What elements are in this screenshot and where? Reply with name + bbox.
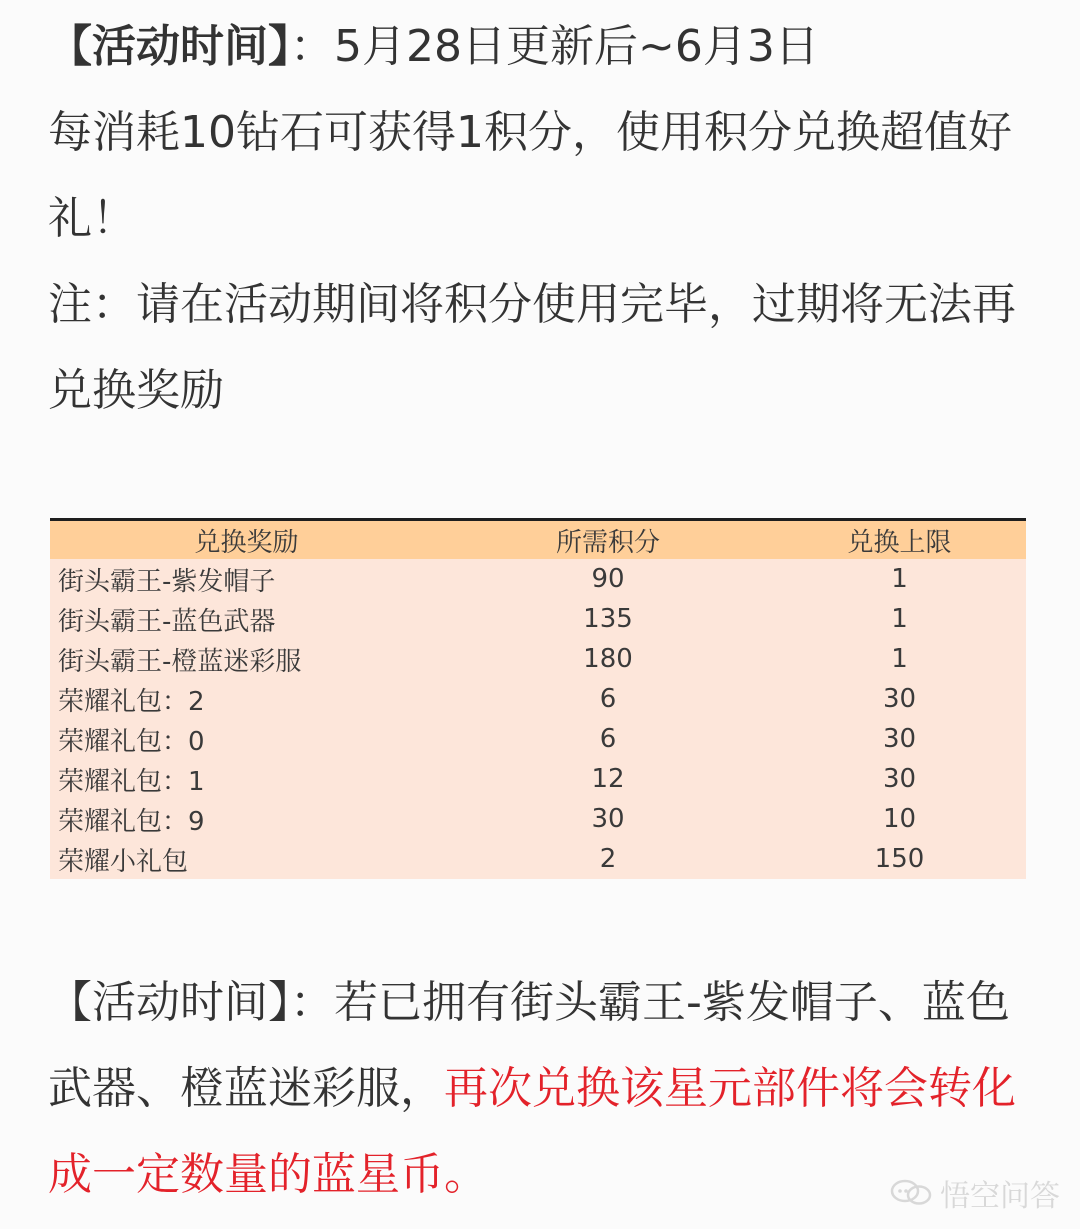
required-points: 12 [591, 764, 625, 794]
activity-description: 每消耗10钻石可获得1积分，使用积分兑换超值好礼！ [48, 107, 1012, 244]
exchange-limit: 1 [891, 604, 908, 634]
table-row [50, 719, 1026, 759]
reward-name: 荣耀小礼包 [58, 846, 189, 877]
table-row [50, 839, 1026, 879]
reward-name: 荣耀礼包：2 [58, 686, 205, 717]
reward-name: 荣耀礼包：0 [58, 726, 205, 757]
table-row [50, 599, 1026, 639]
activity-time-value: 5月28日更新后~6月3日 [334, 21, 819, 72]
required-points: 6 [599, 724, 617, 754]
reward-name: 街头霸王-蓝色武器 [58, 606, 276, 637]
notice-label: 【活动时间】 [48, 977, 290, 1028]
table-row [50, 799, 1026, 839]
activity-time-separator: ： [290, 21, 334, 72]
notice-separator: ： [290, 977, 334, 1028]
reward-name: 荣耀礼包：9 [58, 806, 205, 837]
required-points: 180 [583, 644, 633, 674]
header-limit: 兑换上限 [847, 527, 952, 558]
notice-highlight: 再次兑换该星元部件将会转化成一定数量的蓝星币。 [48, 1063, 1016, 1200]
activity-time-label: 【活动时间】 [48, 21, 290, 72]
table-row [50, 559, 1026, 599]
exchange-limit: 1 [891, 644, 908, 674]
table-header-row [50, 521, 1026, 559]
speech-bubble-icon [888, 1178, 934, 1208]
reward-table-container [50, 518, 1026, 879]
reward-name: 街头霸王-橙蓝迷彩服 [58, 646, 302, 677]
notice-text: 若已拥有街头霸王-紫发帽子、蓝色武器、橙蓝迷彩服， [48, 977, 1010, 1114]
activity-note: 注：请在活动期间将积分使用完毕，过期将无法再兑换奖励 [48, 279, 1016, 416]
header-points: 所需积分 [555, 527, 660, 558]
exchange-limit: 30 [882, 764, 917, 794]
required-points: 2 [599, 844, 617, 874]
exchange-limit: 150 [874, 844, 925, 874]
activity-time-line [48, 4, 1038, 90]
required-points: 30 [591, 804, 625, 834]
watermark [888, 1171, 1060, 1215]
reward-name: 荣耀礼包：1 [58, 766, 205, 797]
required-points: 135 [583, 604, 633, 634]
table-row [50, 639, 1026, 679]
watermark-text: 悟空问答 [940, 1179, 1060, 1214]
required-points: 90 [591, 564, 625, 594]
required-points: 6 [599, 684, 617, 714]
reward-name: 街头霸王-紫发帽子 [58, 566, 276, 597]
exchange-limit: 10 [882, 804, 917, 834]
reward-table [50, 521, 1026, 879]
header-reward: 兑换奖励 [194, 527, 299, 558]
table-row [50, 759, 1026, 799]
table-row [50, 679, 1026, 719]
exchange-limit: 30 [882, 684, 917, 714]
exchange-limit: 1 [891, 564, 908, 594]
exchange-limit: 30 [882, 724, 917, 754]
